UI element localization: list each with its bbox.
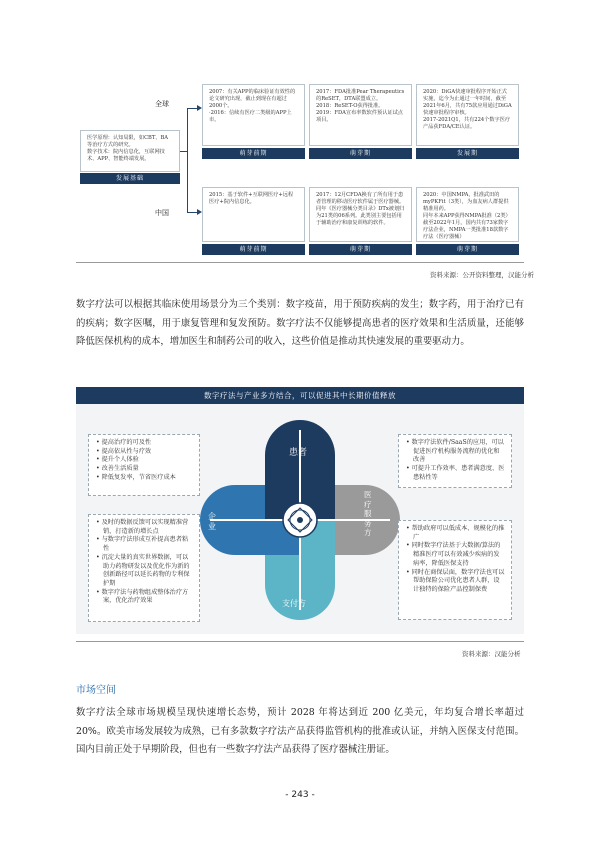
bullet-item: • 沉淀大量的真实世界数据，可以助力药物研发以及优化作为新的创新路径可以延长药物的专利保护期 bbox=[95, 554, 193, 589]
petal-label-left: 企业 bbox=[208, 512, 216, 531]
figure-title-bar: 数字疗法与产业多方结合，可以促进其中长期价值释放 bbox=[76, 387, 524, 404]
bullets-top-left bbox=[88, 434, 200, 496]
paragraph-2: 数字疗法全球市场规模呈现快速增长态势，预计 2028 年将达到近 200 亿美元，年均复合增长率超过 20%。欧美市场发展较为成熟，已有多款数字疗法产品获得监管机构的批准或认证，并纳入医保支付范围。国内目前正处于早期阶段，但也有一些数字疗法产品获得了医疗器械注册证。 bbox=[76, 707, 524, 755]
paragraph-1: 数字疗法可以根据其临床使用场景分为三个类别：数字疫苗，用于预防疾病的发生；数字药，用于治疗已有的疾病；数字医嘱，用于康复管理和复发预防。数字疗法不仅能够提高患者的医疗效果和生活质量，还能够降低医保机构的成本，增加医生和制药公司的收入，这些价值是推动其快速发展的重要驱动力。 bbox=[76, 299, 524, 347]
bullet-item: • 改善生活质量 bbox=[95, 465, 193, 474]
global-box-1: 2007：有关APP的临床验证有效性的论文研究出现，截止到现在有超过2000个。 ·2016：信续有医疗二类级的APP上市。 bbox=[202, 84, 305, 146]
connector-root bbox=[180, 151, 188, 152]
bullet-item: • 提高治疗的可及性 bbox=[95, 439, 193, 448]
connector-vertical bbox=[187, 108, 188, 212]
petal-label-right: 医疗服务方 bbox=[364, 490, 372, 537]
bullet-item: • 与数字疗法形成互补提高患者粘性 bbox=[95, 536, 193, 553]
china-stage-3: 萌芽期 bbox=[416, 244, 519, 255]
bullet-item: • 提升个人体验 bbox=[95, 456, 193, 465]
figure-source: 资料来源：汉能分析 bbox=[462, 650, 521, 658]
timeline-source: 资料来源：公开资料整理，汉能分析 bbox=[430, 271, 534, 279]
global-box-2: 2017：FDA批准Pear Therapeutics的ReSET，DTA联盟成立。 2018：ReSET-O获得批准。 2019：FDA宣布率数软件预认证试点项目。 bbox=[309, 84, 412, 146]
bullet-item: • 数字疗法与药物组成整体治疗方案，优化治疗效果 bbox=[95, 589, 193, 606]
china-box-2: 2017：12月CFDA换有了所有用于患者管理的移动医疗软件属于医疗器械。 同年《医疗器械分类目录》DTx被划归为21类的06系列。此类别主要包括用于辅助治疗和康复训练的软件。 bbox=[309, 187, 412, 242]
figure-rule bbox=[76, 641, 524, 642]
global-stage-1: 萌芽前期 bbox=[202, 148, 305, 159]
global-stage-2: 萌芽期 bbox=[309, 148, 412, 159]
bullets-bottom-right bbox=[398, 520, 512, 620]
bullet-item: • 及时的数据反馈可以实现精准营销，打造新的增长点 bbox=[95, 519, 193, 536]
bullet-item: • 可提升工作效率、患者满意度、医患粘性等 bbox=[405, 465, 505, 482]
bullets-top-right bbox=[398, 434, 512, 488]
foundation-stage: 发展基础 bbox=[80, 173, 180, 184]
bullet-item: • 降低复发率，节省医疗成本 bbox=[95, 474, 193, 483]
bullet-item: • 数字疗法软件/SaaS的应用，可以促进医疗机构服务流程的优化和改善 bbox=[405, 439, 505, 465]
timeline-rule bbox=[76, 262, 524, 263]
bullet-item: • 同时数字疗法基于大数据/算法的精准医疗可以有效减少疾病的发病率，降低医保支持 bbox=[405, 542, 505, 568]
china-box-3: 2020：中国NMPA，批准武田的myPKFit（3类），为血友病人群提供精准用药。 同年本来APP获得NMPA批准（2类） 截至2022年1月，国内共有73家数字疗法企业，NMPA一类批准18款数字疗法（医疗器械） bbox=[416, 187, 519, 242]
section-heading: 市场空间 bbox=[76, 685, 116, 696]
bullet-item: • 帮助政府可以低成本、规模化的推广 bbox=[405, 525, 505, 542]
china-label: 中国 bbox=[155, 209, 169, 217]
petal-label-top: 患者 bbox=[289, 448, 308, 458]
global-box-3: 2020：DiGA快速审批程序开始正式实施，迄今为止通过一年时间，截至2021年6月，共有75款应用通过DiGA快速审批程序审核。 2017-2021Q1，共有224个数字医疗产品获FDA/CE认证。 bbox=[416, 84, 519, 146]
foundation-box: 医学原理：认知局限，如CBT、BA等治疗方式的研究。 数字技术：院内信息化，互联网技术、APP、智能终端发展。 bbox=[80, 130, 180, 172]
china-stage-2: 萌芽期 bbox=[309, 244, 412, 255]
china-stage-1: 萌芽前期 bbox=[202, 244, 305, 255]
page-number: - 243 - bbox=[285, 790, 315, 800]
petal-label-bottom: 支付方 bbox=[282, 599, 306, 608]
global-stage-3: 发展期 bbox=[416, 148, 519, 159]
bullets-bottom-left bbox=[88, 514, 200, 622]
china-box-1: 2015：基于软件+互联网医疗+远程医疗+院内信息化。 bbox=[202, 187, 305, 242]
bullet-item: • 同时在商保层面，数字疗法也可以帮助保险公司优化患者人群，设计独特的保险产品控制保费 bbox=[405, 569, 505, 595]
global-label: 全球 bbox=[155, 100, 169, 108]
bullet-item: • 提高依从性与疗效 bbox=[95, 448, 193, 457]
